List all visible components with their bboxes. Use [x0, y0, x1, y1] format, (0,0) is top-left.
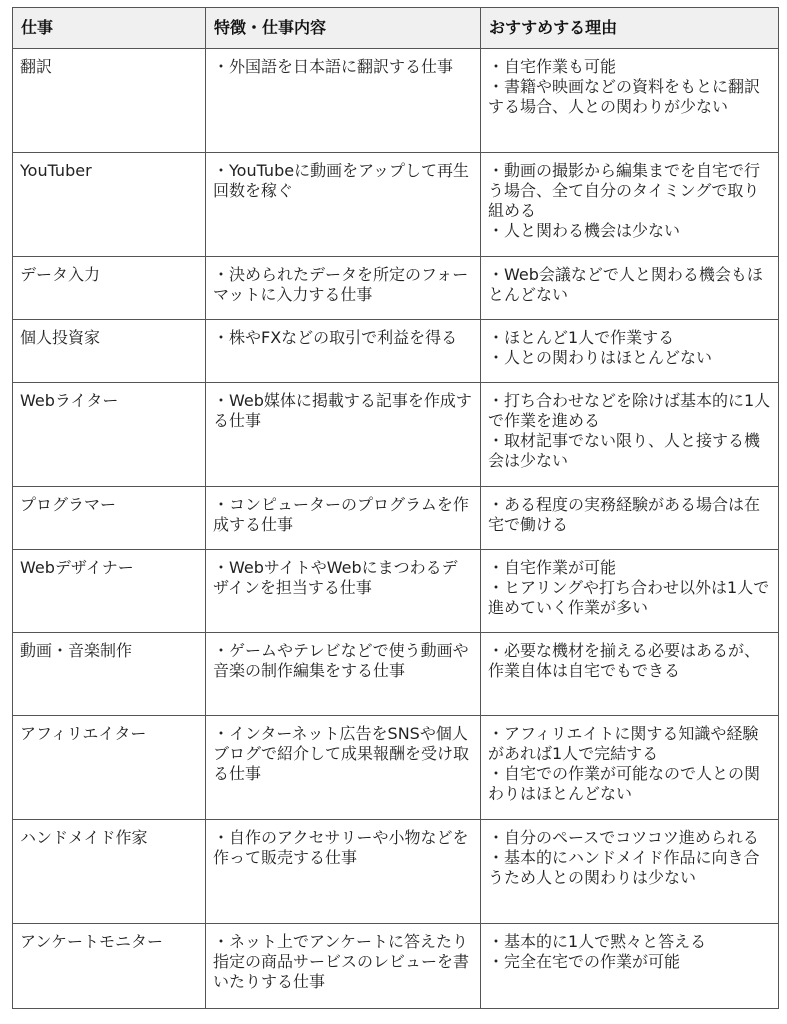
reason-line: ・必要な機材を揃える必要はあるが、作業自体は自宅でもできる: [488, 641, 761, 680]
reason-cell: [481, 924, 779, 1009]
feature-cell: [206, 924, 481, 1009]
feature-line: ・自作のアクセサリーや小物などを作って販売する仕事: [213, 828, 469, 867]
job-cell: 動画・音楽制作: [13, 633, 206, 716]
feature-line: ・WebサイトやWebにまつわるデザインを担当する仕事: [213, 558, 458, 597]
feature-cell: [206, 49, 481, 153]
reason-line: ・人と関わる機会は少ない: [488, 221, 681, 240]
job-cell: アンケートモニター: [13, 924, 206, 1009]
reason-cell: [481, 550, 779, 633]
job-cell: 個人投資家: [13, 320, 206, 383]
feature-cell: [206, 820, 481, 924]
reason-line: ・取材記事でない限り、人と接する機会は少ない: [488, 431, 761, 470]
table-row: [13, 383, 779, 487]
feature-cell: [206, 383, 481, 487]
reason-line: ・基本的にハンドメイド作品に向き合うため人との関わりは少ない: [488, 848, 760, 887]
feature-line: ・外国語を日本語に翻訳する仕事: [213, 57, 454, 76]
reason-line: ・Web会議などで人と関わる機会もほとんどない: [488, 265, 763, 304]
job-cell: プログラマー: [13, 487, 206, 550]
feature-cell: [206, 320, 481, 383]
reason-cell: [481, 383, 779, 487]
reason-cell: [481, 49, 779, 153]
table-row: [13, 49, 779, 153]
job-cell: ハンドメイド作家: [13, 820, 206, 924]
feature-line: ・株やFXなどの取引で利益を得る: [213, 328, 458, 347]
feature-line: ・決められたデータを所定のフォーマットに入力する仕事: [213, 265, 469, 304]
reason-line: ・自宅作業も可能: [488, 57, 617, 76]
reason-line: ・ほとんど1人で作業する: [488, 328, 675, 347]
table-row: [13, 924, 779, 1009]
job-cell: Webライター: [13, 383, 206, 487]
reason-cell: [481, 153, 779, 257]
reason-line: ・基本的に1人で黙々と答える: [488, 932, 707, 951]
reason-cell: [481, 820, 779, 924]
feature-cell: [206, 257, 481, 320]
feature-cell: [206, 633, 481, 716]
table-row: [13, 820, 779, 924]
reason-line: ・打ち合わせなどを除けば基本的に1人で作業を進める: [488, 391, 771, 430]
reason-line: ・ヒアリングや打ち合わせ以外は1人で進めていく作業が多い: [488, 578, 770, 617]
feature-cell: [206, 550, 481, 633]
job-cell: データ入力: [13, 257, 206, 320]
feature-line: ・ネット上でアンケートに答えたり指定の商品サービスのレビューを書いたりする仕事: [213, 932, 470, 991]
table-row: [13, 153, 779, 257]
job-cell: YouTuber: [13, 153, 206, 257]
reason-line: ・ある程度の実務経験がある場合は在宅で働ける: [488, 495, 761, 534]
reason-line: ・動画の撮影から編集までを自宅で行う場合、全て自分のタイミングで取り組める: [488, 161, 761, 220]
reason-cell: [481, 257, 779, 320]
reason-cell: [481, 320, 779, 383]
reason-line: ・書籍や映画などの資料をもとに翻訳する場合、人との関わりが少ない: [488, 77, 761, 116]
job-cell: 翻訳: [13, 49, 206, 153]
reason-cell: [481, 716, 779, 820]
feature-cell: [206, 487, 481, 550]
reason-line: ・自分のペースでコツコツ進められる: [488, 828, 759, 847]
feature-line: ・YouTubeに動画をアップして再生回数を稼ぐ: [213, 161, 469, 200]
reason-line: ・完全在宅での作業が可能: [488, 952, 681, 971]
feature-line: ・インターネット広告をSNSや個人ブログで紹介して成果報酬を受け取る仕事: [213, 724, 470, 783]
feature-line: ・Web媒体に掲載する記事を作成する仕事: [213, 391, 472, 430]
reason-line: ・自宅での作業が可能なので人との関わりはほとんどない: [488, 764, 761, 803]
feature-cell: [206, 716, 481, 820]
reason-line: ・人との関わりはほとんどない: [488, 348, 713, 367]
reason-cell: [481, 633, 779, 716]
feature-line: ・ゲームやテレビなどで使う動画や音楽の制作編集をする仕事: [213, 641, 469, 680]
reason-cell: [481, 487, 779, 550]
header-reason: おすすめする理由: [481, 8, 779, 49]
feature-cell: [206, 153, 481, 257]
table-row: [13, 716, 779, 820]
table-row: [13, 550, 779, 633]
table-row: [13, 320, 779, 383]
header-job: 仕事: [13, 8, 206, 49]
feature-line: ・コンピューターのプログラムを作成する仕事: [213, 495, 469, 534]
job-cell: アフィリエイター: [13, 716, 206, 820]
table-row: [13, 487, 779, 550]
header-feature: 特徴・仕事内容: [206, 8, 481, 49]
jobs-table: [12, 7, 779, 1009]
job-cell: Webデザイナー: [13, 550, 206, 633]
table-row: [13, 257, 779, 320]
reason-line: ・アフィリエイトに関する知識や経験があれば1人で完結する: [488, 724, 759, 763]
table-header-row: [13, 8, 779, 49]
table-row: [13, 633, 779, 716]
reason-line: ・自宅作業が可能: [488, 558, 617, 577]
